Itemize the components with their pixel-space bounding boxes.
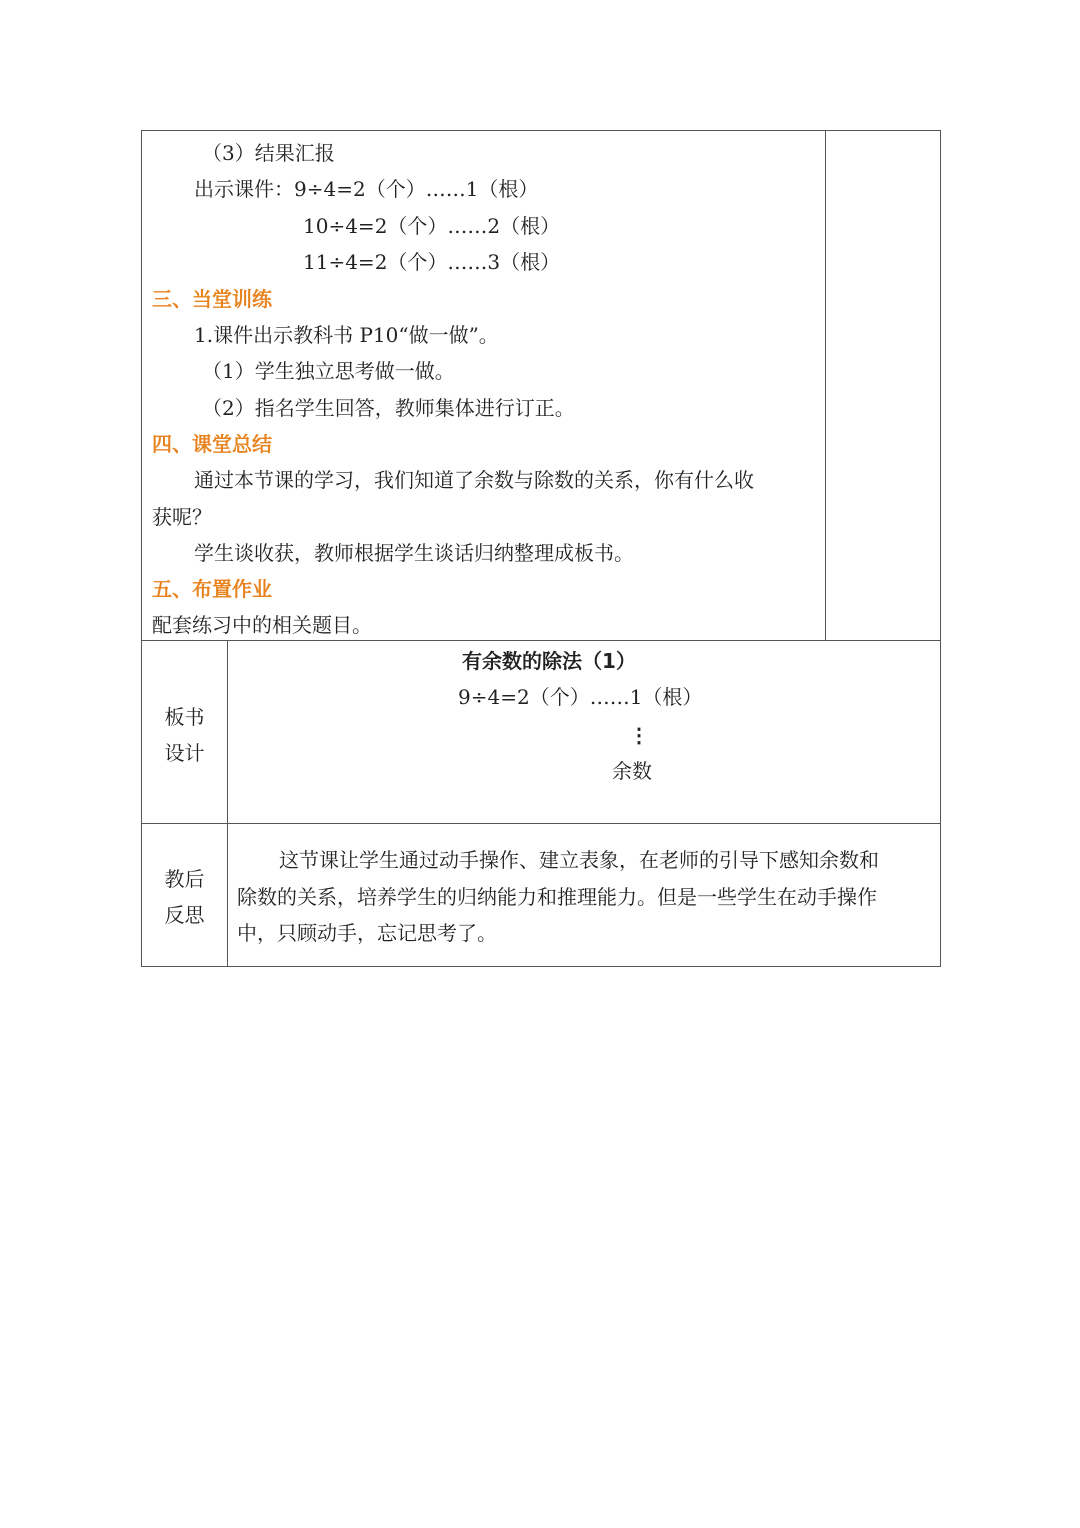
- section-line: 配套练习中的相关题目。: [152, 613, 372, 637]
- reflection-line: 中，只顾动手，忘记思考了。: [237, 921, 497, 945]
- section-line: 获呢？: [152, 505, 212, 529]
- reflection-line: 这节课让学生通过动手操作、建立表象，在老师的引导下感知余数和: [279, 848, 879, 872]
- section-heading: 四、课堂总结: [152, 432, 272, 456]
- process-row: [141, 130, 941, 641]
- board-design-row: [141, 641, 941, 824]
- reflection-label: 教后: [164, 867, 205, 891]
- board-label: 设计: [164, 741, 205, 765]
- section-heading: 五、布置作业: [152, 577, 272, 601]
- board-label: 板书: [164, 705, 205, 729]
- section-line: 通过本节课的学习，我们知道了余数与除数的关系，你有什么收: [194, 468, 754, 492]
- column-divider: [825, 131, 826, 640]
- section-heading: 三、当堂训练: [152, 287, 272, 311]
- board-remainder-label: 余数: [612, 759, 652, 783]
- process-line: 11÷4=2（个）……3（根）: [303, 250, 561, 274]
- column-divider: [227, 824, 228, 966]
- reflection-row: [141, 824, 941, 967]
- process-line: 10÷4=2（个）……2（根）: [303, 214, 561, 238]
- section-line: 学生谈收获，教师根据学生谈话归纳整理成板书。: [194, 541, 634, 565]
- process-line: 出示课件：9÷4=2（个）……1（根）: [194, 177, 539, 201]
- process-line: （3）结果汇报: [202, 141, 335, 165]
- section-line: （2）指名学生回答，教师集体进行订正。: [202, 396, 575, 420]
- board-dots: ⋮: [629, 723, 649, 747]
- board-title: 有余数的除法（1）: [462, 649, 636, 673]
- lesson-plan-table: [141, 130, 941, 967]
- reflection-label: 反思: [164, 903, 205, 927]
- section-line: 1.课件出示教科书 P10“做一做”。: [194, 323, 499, 347]
- section-line: （1）学生独立思考做一做。: [202, 359, 455, 383]
- board-equation: 9÷4=2（个）……1（根）: [458, 685, 703, 709]
- reflection-line: 除数的关系，培养学生的归纳能力和推理能力。但是一些学生在动手操作: [237, 885, 877, 909]
